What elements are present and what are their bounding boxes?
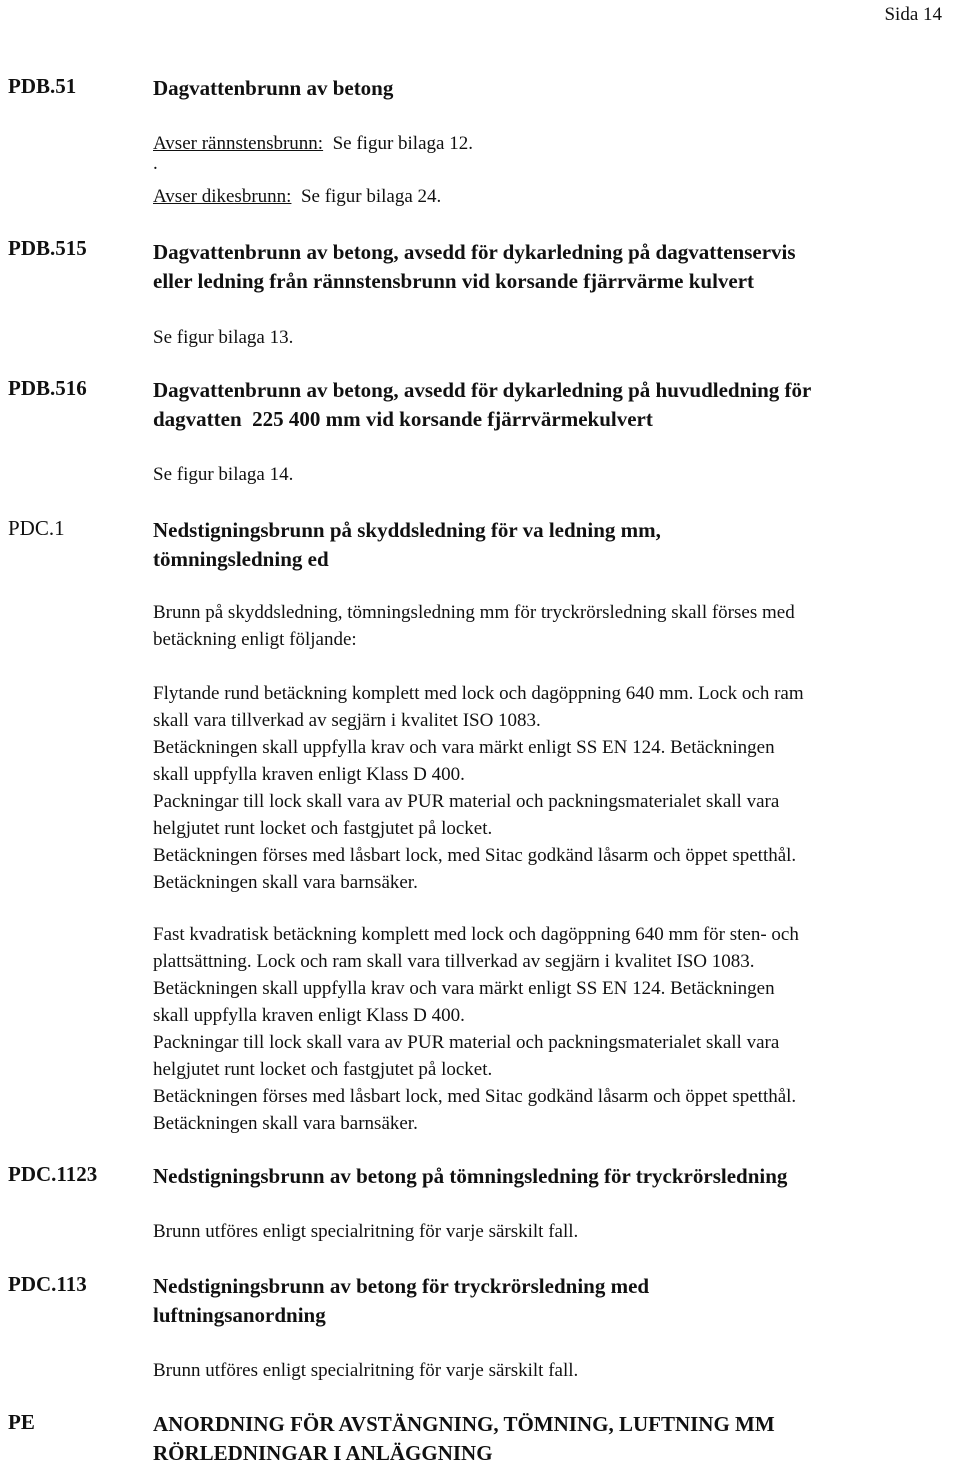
section-code-pdb51: PDB.51 <box>8 74 77 98</box>
reference-text: Se figur bilaga 12. <box>332 133 473 154</box>
section-text-pdc1123: Brunn utföres enligt specialritning för varje särskilt fall. <box>153 1221 579 1242</box>
section-intro-pdc1: Brunn på skyddsledning, tömningsledning mm för tryckrörsledning skall förses med betäckning enligt följande: <box>153 602 795 650</box>
section-title-pdb51: Dagvattenbrunn av betong <box>153 76 394 100</box>
reference-label: Avser dikesbrunn: <box>153 186 292 207</box>
reference-label: Avser rännstensbrunn: <box>153 133 324 154</box>
reference-text: Se figur bilaga 24. <box>300 186 442 207</box>
section-code-pdb516: PDB.516 <box>8 376 87 400</box>
section-title-pdb516: Dagvattenbrunn av betong, avsedd för dykarledning på huvudledning för dagvatten 225 400 mm vid korsande fjärrvärmekulvert <box>153 378 812 431</box>
section-code-pdc1123: PDC.1123 <box>8 1162 98 1186</box>
section-text-pdc113: Brunn utföres enligt specialritning för varje särskilt fall. <box>153 1360 579 1381</box>
section-title-pe: ANORDNING FÖR AVSTÄNGNING, TÖMNING, LUFTNING MM RÖRLEDNINGAR I ANLÄGGNING <box>153 1412 775 1465</box>
section-code-pdc1: PDC.1 <box>8 516 65 540</box>
cover-spec-round: Flytande rund betäckning komplett med lock och dagöppning 640 mm. Lock och ram skall vara tillverkad av segjärn i kvalitet ISO 1083. Betäckningen skall uppfylla krav och vara märkt enligt SS EN 124. Betäckningen skall uppfylla kraven enligt Klass D 400. Packningar till lock skall vara av PUR material och packningsmaterialet skall vara helgjutet runt locket och fastgjutet på locket. Betäckningen förses med låsbart lock, med Sitac godkänd låsarm och öppet spetthål. Betäckningen skall vara barnsäker. <box>153 683 804 893</box>
page-number: Sida 14 <box>884 4 942 25</box>
section-title-pdc1: Nedstigningsbrunn på skyddsledning för va ledning mm, tömningsledning ed <box>153 518 661 571</box>
section-code-pe: PE <box>8 1410 35 1434</box>
section-text-pdb515: Se figur bilaga 13. <box>153 327 294 348</box>
reference-line-dikesbrunn <box>153 183 953 210</box>
section-title-pdc113: Nedstigningsbrunn av betong för tryckrörsledning med luftningsanordning <box>153 1274 650 1327</box>
section-title-pdc1123: Nedstigningsbrunn av betong på tömningsledning för tryckrörsledning <box>153 1164 788 1188</box>
section-text-pdb516: Se figur bilaga 14. <box>153 464 294 485</box>
cover-spec-square: Fast kvadratisk betäckning komplett med lock och dagöppning 640 mm för sten- och plattsättning. Lock och ram skall vara tillverkad av segjärn i kvalitet ISO 1083. Betäckningen skall uppfylla krav och vara märkt enligt SS EN 124. Betäckningen skall uppfylla kraven enligt Klass D 400. Packningar till lock skall vara av PUR material och packningsmaterialet skall vara helgjutet runt locket och fastgjutet på locket. Betäckningen förses med låsbart lock, med Sitac godkänd låsarm och öppet spetthål. Betäckningen skall vara barnsäker. <box>153 924 799 1134</box>
section-code-pdb515: PDB.515 <box>8 236 87 260</box>
section-title-pdb515: Dagvattenbrunn av betong, avsedd för dykarledning på dagvattenservis eller ledning från rännstensbrunn vid korsande fjärrvärme kulvert <box>153 240 796 293</box>
section-code-pdc113: PDC.113 <box>8 1272 87 1296</box>
stray-dot: . <box>153 153 158 174</box>
reference-line-rannstensbrunn <box>153 130 953 157</box>
